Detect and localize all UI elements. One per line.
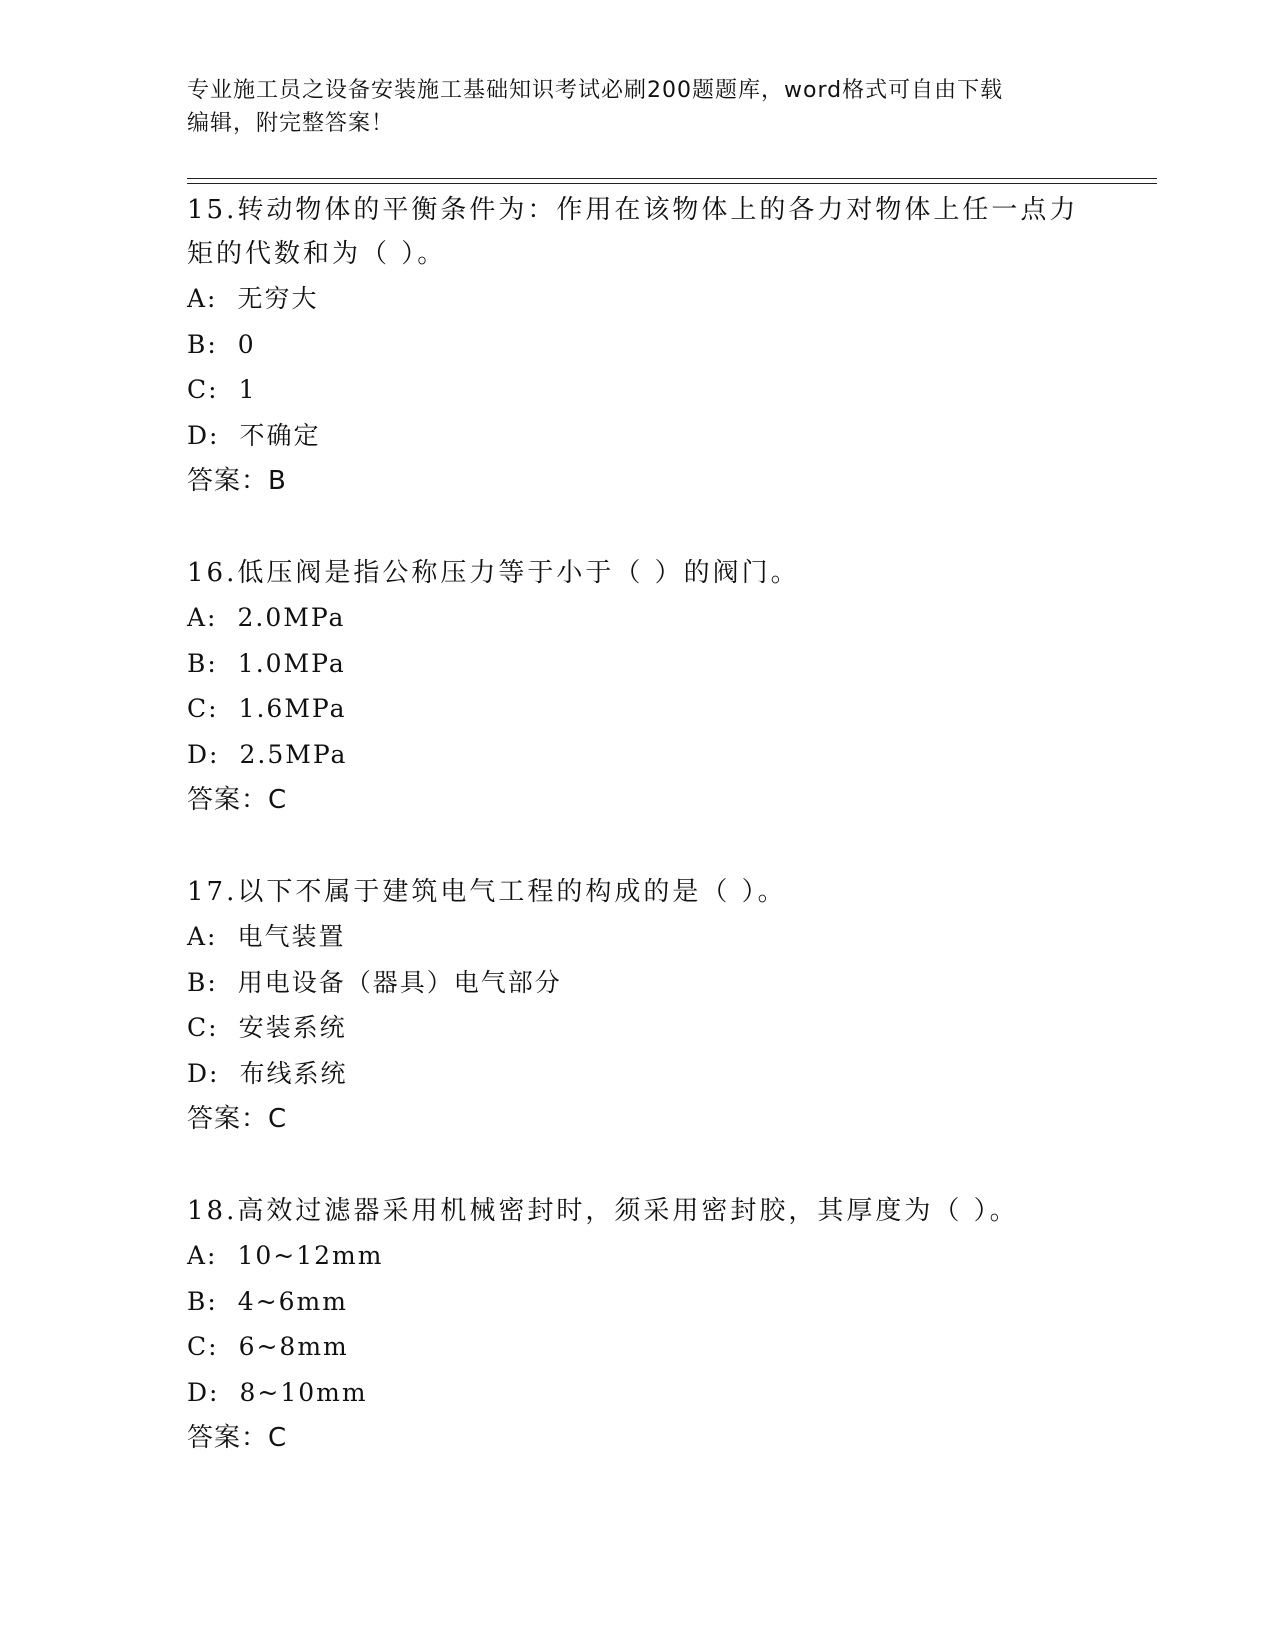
option-c: [187, 1324, 1087, 1370]
question-stem: [187, 188, 1087, 232]
option-letter: D:: [187, 1377, 220, 1407]
option-text: 电气装置: [237, 922, 346, 951]
option-text: 1: [238, 375, 257, 404]
header-divider-bottom: [187, 183, 1157, 184]
option-text: 1.0MPa: [237, 648, 346, 678]
question-text-line-1: 低压阀是指公称压力等于小于（ ）的阀门。: [237, 558, 800, 588]
option-letter: A:: [187, 1241, 218, 1270]
option-d: [187, 1370, 1087, 1416]
option-letter: B:: [187, 1286, 218, 1316]
document-header: [187, 74, 1087, 140]
question-number: 17.: [187, 877, 238, 907]
question-number: 16.: [187, 558, 238, 588]
option-a: [187, 276, 1087, 322]
option-letter: D:: [187, 1058, 220, 1088]
option-letter: A:: [187, 603, 218, 632]
option-b: [187, 960, 1087, 1006]
question-text-line-1: 转动物体的平衡条件为：作用在该物体上的各力对物体上任一点力: [237, 195, 1079, 225]
option-c: [187, 686, 1087, 732]
question-stem: [187, 1189, 1087, 1233]
option-letter: B:: [187, 329, 218, 359]
option-letter: A:: [187, 284, 218, 313]
header-title-line-1: 专业施工员之设备安装施工基础知识考试必刷200题题库，word格式可自由下载: [187, 78, 1004, 103]
question-18: [187, 1189, 1087, 1461]
question-stem: [187, 870, 1087, 914]
option-text: 布线系统: [239, 1058, 348, 1088]
option-text: 10~12mm: [237, 1241, 384, 1270]
question-number: 15.: [187, 195, 238, 225]
question-17: [187, 870, 1087, 1142]
question-text-line-2: 矩的代数和为（ ）。: [187, 239, 447, 269]
option-letter: C:: [187, 694, 219, 723]
option-c: [187, 367, 1087, 413]
option-b: [187, 641, 1087, 687]
option-text: 4~6mm: [237, 1286, 348, 1316]
option-b: [187, 322, 1087, 368]
question-text-line-1: 高效过滤器采用机械密封时，须采用密封胶，其厚度为（ ）。: [237, 1196, 1019, 1226]
answer-text: 答案：C: [187, 785, 288, 815]
question-stem: [187, 551, 1087, 595]
answer-text: 答案：C: [187, 1423, 288, 1453]
option-text: 无穷大: [237, 284, 319, 313]
option-c: [187, 1005, 1087, 1051]
option-text: 6~8mm: [238, 1332, 349, 1361]
question-15: [187, 188, 1087, 504]
option-text: 用电设备（器具）电气部分: [237, 967, 562, 997]
answer-text: 答案：B: [187, 466, 287, 496]
option-letter: C:: [187, 1013, 219, 1042]
option-text: 安装系统: [238, 1013, 347, 1042]
option-letter: D:: [187, 739, 220, 769]
option-d: [187, 1051, 1087, 1097]
question-number: 18.: [187, 1196, 238, 1226]
option-letter: C:: [187, 1332, 219, 1361]
option-d: [187, 732, 1087, 778]
header-title-line-2: 编辑，附完整答案！: [187, 111, 395, 136]
option-letter: B:: [187, 967, 218, 997]
option-text: 2.5MPa: [239, 739, 348, 769]
answer-text: 答案：C: [187, 1104, 288, 1134]
option-a: [187, 1233, 1087, 1279]
option-text: 8~10mm: [239, 1377, 368, 1407]
option-text: 0: [237, 329, 256, 359]
option-d: [187, 413, 1087, 459]
option-letter: D:: [187, 420, 220, 450]
option-text: 1.6MPa: [238, 694, 347, 723]
option-letter: C:: [187, 375, 219, 404]
question-16: [187, 551, 1087, 823]
option-b: [187, 1279, 1087, 1325]
option-a: [187, 595, 1087, 641]
option-text: 不确定: [239, 420, 321, 450]
question-text-line-1: 以下不属于建筑电气工程的构成的是（ ）。: [237, 877, 787, 907]
header-divider-top: [187, 178, 1157, 179]
option-a: [187, 914, 1087, 960]
option-letter: B:: [187, 648, 218, 678]
option-text: 2.0MPa: [237, 603, 346, 632]
option-letter: A:: [187, 922, 218, 951]
